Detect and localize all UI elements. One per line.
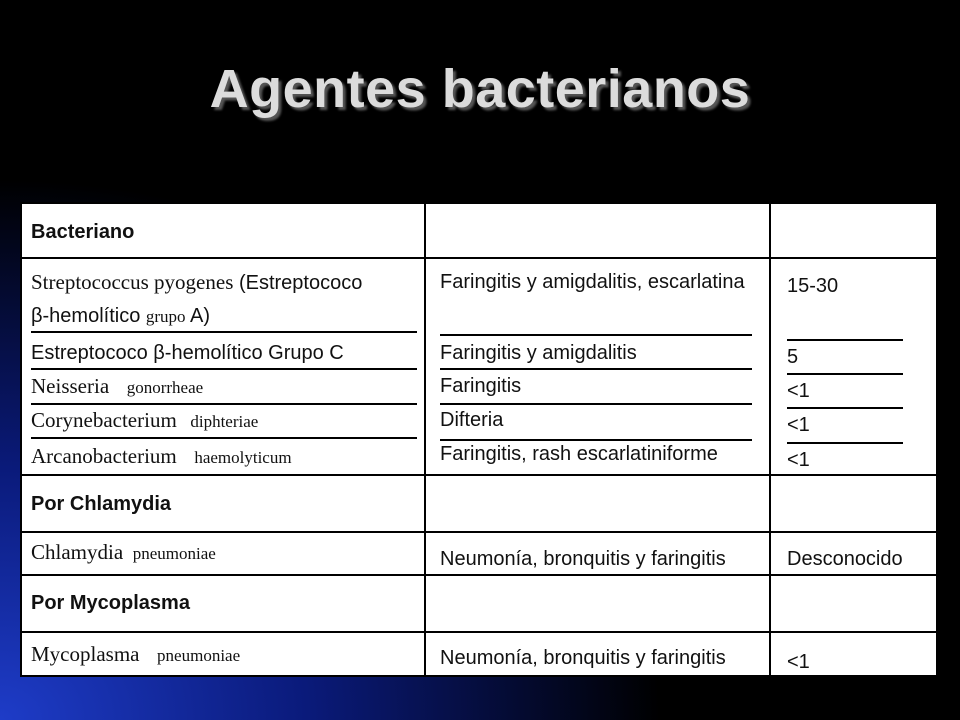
percent-cell: <1 — [787, 380, 810, 402]
underline — [31, 331, 417, 333]
organism-cell — [31, 408, 258, 434]
bacterial-agents-table — [20, 202, 938, 677]
underline — [440, 439, 752, 441]
organism-paren: (Estreptococo — [238, 272, 363, 294]
underline — [440, 334, 752, 336]
row-divider — [22, 631, 936, 633]
organism-genus: Mycoplasma — [31, 642, 140, 666]
organism-species: pneumoniae — [157, 646, 241, 665]
organism-cell — [31, 374, 203, 400]
percent-cell: <1 — [787, 449, 810, 471]
column-divider — [769, 204, 771, 675]
organism-species: pneumoniae — [132, 544, 216, 563]
underline — [31, 368, 417, 370]
row-divider — [22, 474, 936, 476]
percent-cell: 15-30 — [787, 275, 839, 297]
row-divider — [22, 531, 936, 533]
slide-title: Agentes bacterianos — [209, 59, 751, 119]
percent-cell: <1 — [787, 414, 810, 436]
organism-species: diphteriae — [190, 412, 259, 431]
organism-cell-line2 — [31, 304, 210, 329]
underline — [31, 437, 417, 439]
row-divider — [22, 257, 936, 259]
organism-genus: Corynebacterium — [31, 408, 177, 432]
disease-cell: Neumonía, bronquitis y faringitis — [440, 647, 726, 669]
organism-cell: Estreptococo β-hemolítico Grupo C — [31, 342, 344, 364]
organism-genus: Chlamydia — [31, 540, 124, 564]
underline — [787, 373, 903, 375]
disease-cell: Faringitis y amigdalitis, escarlatina — [440, 271, 745, 293]
disease-cell: Neumonía, bronquitis y faringitis — [440, 548, 726, 570]
disease-cell: Faringitis, rash escarlatiniforme — [440, 443, 718, 465]
organism-cell — [31, 270, 362, 295]
underline — [440, 368, 752, 370]
disease-cell: Faringitis — [440, 375, 522, 397]
percent-cell: 5 — [787, 346, 799, 368]
organism-species: haemolyticum — [194, 448, 292, 467]
section-header-chlamydia: Por Chlamydia — [31, 493, 172, 515]
underline — [787, 407, 903, 409]
section-header-mycoplasma: Por Mycoplasma — [31, 592, 190, 614]
section-header-bacteriano: Bacteriano — [31, 221, 135, 243]
underline — [787, 442, 903, 444]
organism-species: Streptococcus pyogenes — [31, 270, 234, 294]
underline — [787, 339, 903, 341]
organism-group-word: grupo — [145, 307, 186, 326]
disease-cell: Difteria — [440, 409, 504, 431]
organism-genus: Neisseria — [31, 374, 110, 398]
row-divider — [22, 574, 936, 576]
organism-genus: Arcanobacterium — [31, 444, 177, 468]
organism-hemolytic: β-hemolítico — [31, 305, 141, 327]
percent-cell: Desconocido — [787, 548, 903, 570]
underline — [440, 403, 752, 405]
disease-cell: Faringitis y amigdalitis — [440, 342, 637, 364]
organism-group-letter: A) — [190, 305, 211, 327]
organism-cell — [31, 642, 240, 668]
organism-cell — [31, 540, 216, 566]
organism-cell — [31, 444, 292, 470]
underline — [31, 403, 417, 405]
organism-species: gonorrheae — [126, 378, 204, 397]
column-divider — [424, 204, 426, 675]
percent-cell: <1 — [787, 651, 810, 673]
